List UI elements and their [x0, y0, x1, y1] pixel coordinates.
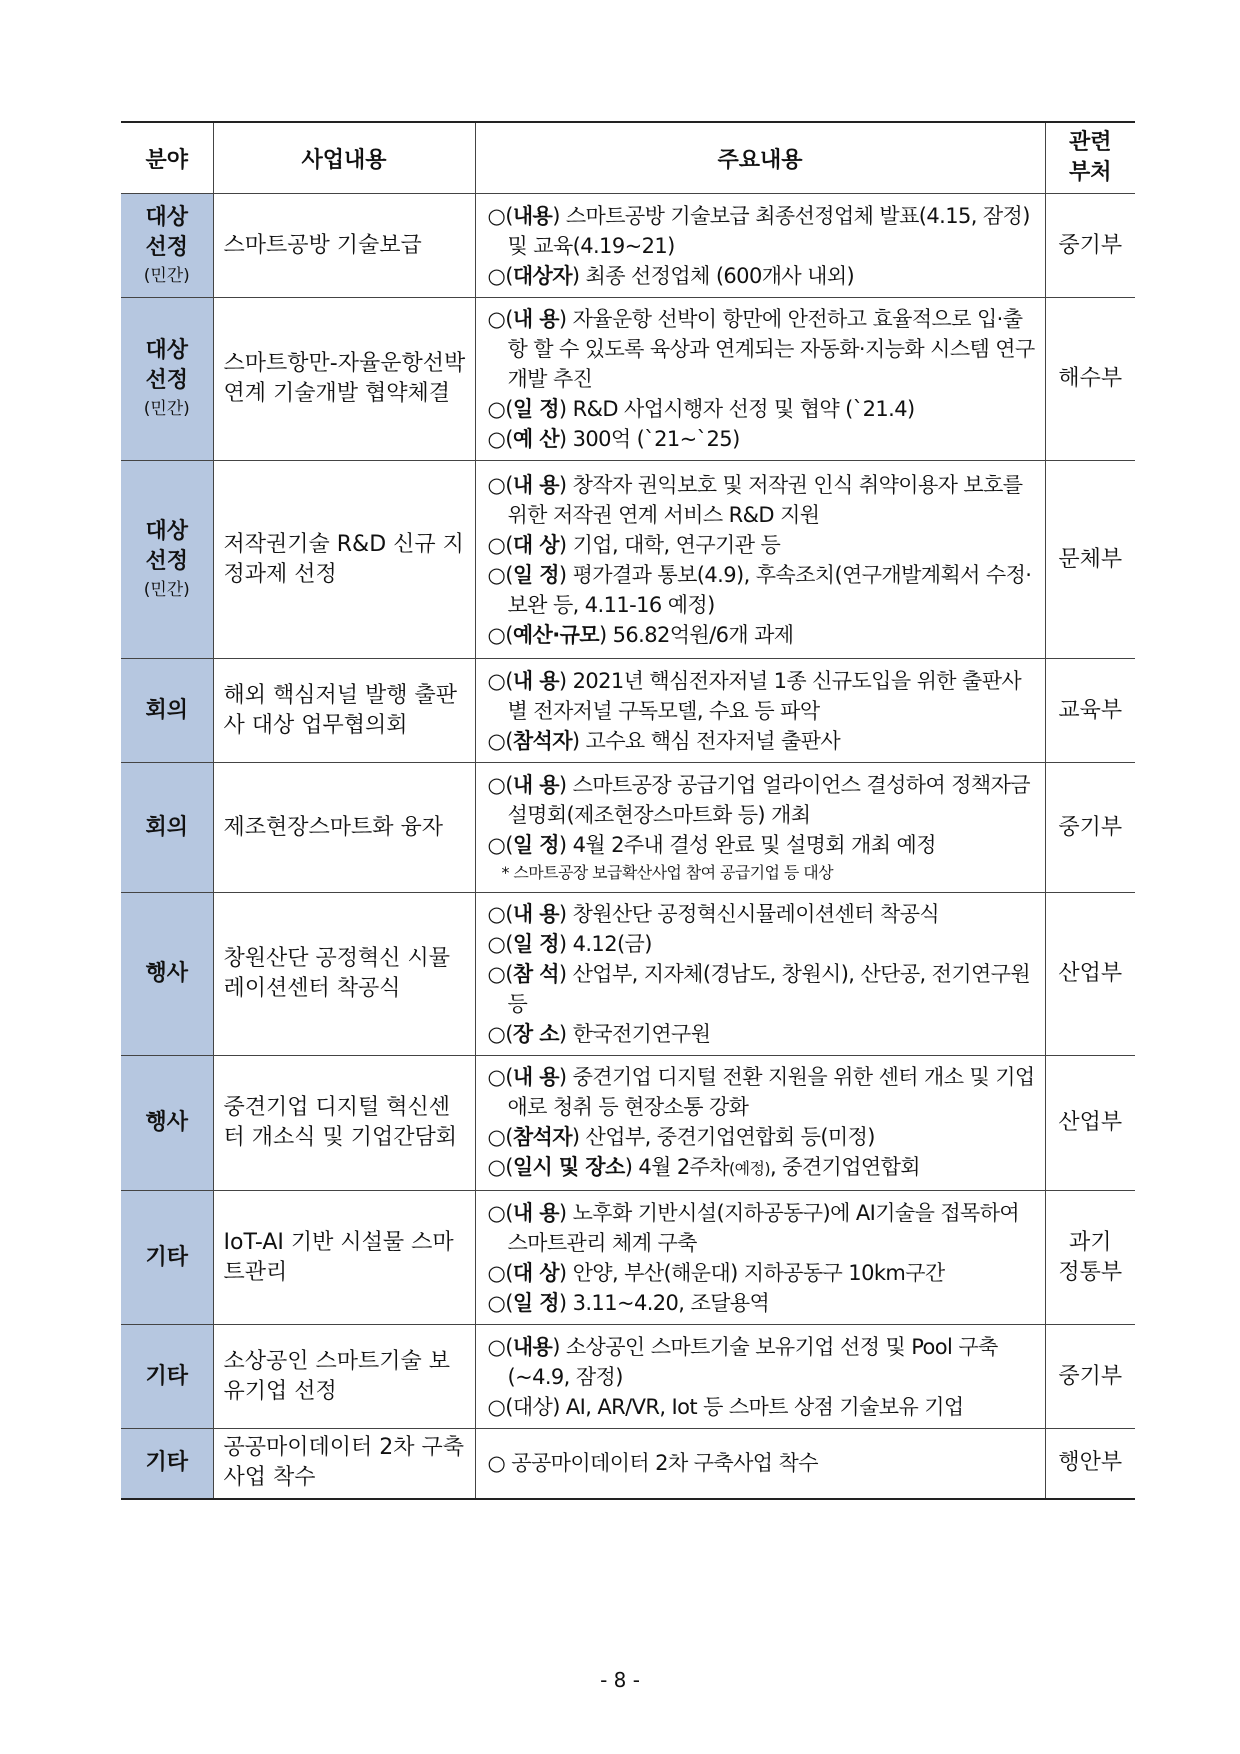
- detail-text: 기업, 대학, 연구기관 등: [566, 532, 781, 557]
- detail-text: 56.82억원/6개 과제: [606, 622, 794, 647]
- detail-text: 4월 2주차: [632, 1155, 730, 1179]
- detail-text: 스마트공방 기술보급 최종선정업체 발표(4.15, 잠정) 및 교육(4.19~21): [507, 203, 1030, 258]
- details-cell: [475, 461, 1045, 659]
- detail-item: ○(참석자) 산업부, 중견기업연합회 등(미정): [487, 1125, 875, 1149]
- detail-item: ○(내 용) 중견기업 디지털 전환 지원을 위한 센터 개소 및 기업애로 청취 등 현장소통 강화: [487, 1065, 1035, 1119]
- detail-item: ○(대상자) 최종 선정업체 (600개사 내외): [487, 263, 855, 288]
- business-cell: 해외 핵심저널 발행 출판사 대상 업무협의회: [213, 659, 475, 763]
- detail-key: 내용: [512, 1334, 553, 1359]
- detail-item: ○(내 용) 창원산단 공정혁신시뮬레이션센터 착공식: [487, 902, 940, 926]
- detail-text: 평가결과 통보(4.9), 후속조치(연구개발계획서 수정·보완 등, 4.11-16 예정): [507, 562, 1032, 617]
- dept-cell: 문체부: [1045, 461, 1135, 659]
- details-cell: [475, 893, 1045, 1056]
- detail-text: 공공마이데이터 2차 구축사업 착수: [505, 1451, 818, 1476]
- table-row: [121, 763, 1135, 893]
- dept-cell: 중기부: [1045, 194, 1135, 298]
- business-cell: 스마트항만-자율운항선박 연계 기술개발 협약체결: [213, 298, 475, 461]
- detail-text: R&D 사업시행자 선정 및 협약 (`21.4): [566, 397, 915, 421]
- business-cell: 창원산단 공정혁신 시뮬레이션센터 착공식: [213, 893, 475, 1056]
- details-cell: [475, 298, 1045, 461]
- detail-key: 내 용: [512, 1065, 559, 1089]
- detail-key: 내 용: [512, 902, 559, 926]
- field-cell: 대상 선정 (민간): [121, 461, 213, 659]
- detail-item: ○(대상) AI, AR/VR, Iot 등 스마트 상점 기술보유 기업: [487, 1394, 964, 1419]
- detail-item: ○(내용) 스마트공방 기술보급 최종선정업체 발표(4.15, 잠정) 및 교육(4.19~21): [487, 203, 1030, 258]
- dept-cell: 중기부: [1045, 1325, 1135, 1429]
- detail-item: ○(대 상) 기업, 대학, 연구기관 등: [487, 532, 781, 557]
- detail-text: 자율운항 선박이 항만에 안전하고 효율적으로 입·출항 할 수 있도록 육상과 연계되는 자동화·지능화 시스템 연구개발 추진: [507, 307, 1035, 391]
- detail-text: 한국전기연구원: [566, 1022, 711, 1046]
- business-cell: 스마트공방 기술보급: [213, 194, 475, 298]
- detail-text: 창작자 권익보호 및 저작권 인식 취약이용자 보호를 위한 저작권 연계 서비스 R&D 지원: [507, 472, 1023, 527]
- detail-item: ○(일 정) 평가결과 통보(4.9), 후속조치(연구개발계획서 수정·보완 등, 4.11-16 예정): [487, 562, 1032, 617]
- field-cell: 대상 선정 (민간): [121, 298, 213, 461]
- detail-text: 중견기업 디지털 전환 지원을 위한 센터 개소 및 기업애로 청취 등 현장소통 강화: [507, 1065, 1035, 1119]
- page-number: - 8 -: [600, 1668, 640, 1692]
- detail-item: ○(예 산) 300억 (`21~`25): [487, 427, 740, 451]
- table-row: [121, 1429, 1135, 1499]
- business-cell: 중견기업 디지털 혁신센터 개소식 및 기업간담회: [213, 1056, 475, 1191]
- detail-text: 3.11~4.20, 조달용역: [566, 1290, 770, 1315]
- dept-cell: 중기부: [1045, 763, 1135, 893]
- details-cell: [475, 763, 1045, 893]
- field-cell: 행사: [121, 893, 213, 1056]
- detail-key: 내 용: [512, 668, 559, 693]
- detail-item: ○(참 석) 산업부, 지자체(경남도, 창원시), 산단공, 전기연구원 등: [487, 962, 1031, 1016]
- field-sub-label: (민간): [143, 579, 190, 600]
- detail-text: 소상공인 스마트기술 보유기업 선정 및 Pool 구축 (~4.9, 잠정): [507, 1334, 998, 1389]
- details-cell: [475, 1191, 1045, 1325]
- detail-text: 4.12(금): [566, 932, 652, 956]
- field-cell: 회의: [121, 659, 213, 763]
- detail-item: ○(내 용) 2021년 핵심전자저널 1종 신규도입을 위한 출판사별 전자저널 구독모델, 수요 등 파악: [487, 668, 1022, 723]
- detail-key: 대 상: [512, 532, 559, 557]
- detail-text: 스마트공장 공급기업 얼라이언스 결성하여 정책자금 설명회(제조현장스마트화 등) 개최: [507, 772, 1030, 827]
- detail-item: ○(일 정) 4월 2주내 결성 완료 및 설명회 개최 예정: [487, 832, 936, 857]
- dept-cell: 산업부: [1045, 1056, 1135, 1191]
- header-dept: 관련 부처: [1045, 122, 1135, 194]
- detail-text: 고수요 핵심 전자저널 출판사: [579, 728, 841, 753]
- detail-text: 산업부, 지자체(경남도, 창원시), 산단공, 전기연구원 등: [507, 962, 1031, 1016]
- schedule-table: [121, 121, 1135, 1500]
- detail-item: ○(일 정) 4.12(금): [487, 932, 652, 956]
- dept-cell: 산업부: [1045, 893, 1135, 1056]
- detail-key: 장 소: [512, 1022, 559, 1046]
- detail-item: ○(대 상) 안양, 부산(해운대) 지하공동구 10km구간: [487, 1260, 945, 1285]
- table-row: [121, 461, 1135, 659]
- detail-item: ○(일 정) 3.11~4.20, 조달용역: [487, 1290, 770, 1315]
- detail-small: (예정): [729, 1159, 771, 1178]
- business-cell: 저작권기술 R&D 신규 지정과제 선정: [213, 461, 475, 659]
- field-sub-label: (민간): [143, 265, 190, 286]
- header-field: 분야: [121, 122, 213, 194]
- field-cell: 기타: [121, 1191, 213, 1325]
- detail-text: 산업부, 중견기업연합회 등(미정): [579, 1125, 875, 1149]
- detail-key: 내 용: [512, 772, 559, 797]
- detail-key: 내 용: [512, 307, 559, 331]
- detail-item: ○(일시 및 장소) 4월 2주차(예정), 중견기업연합회: [487, 1155, 920, 1179]
- table-row: [121, 1325, 1135, 1429]
- table-row: [121, 659, 1135, 763]
- detail-key: 일 정: [512, 397, 559, 421]
- field-cell: 대상 선정 (민간): [121, 194, 213, 298]
- field-cell: 기타: [121, 1325, 213, 1429]
- detail-key: 내 용: [512, 472, 559, 497]
- table-row: [121, 1191, 1135, 1325]
- detail-key: 참 석: [512, 962, 559, 986]
- table-row: [121, 194, 1135, 298]
- business-cell: IoT-AI 기반 시설물 스마트관리: [213, 1191, 475, 1325]
- detail-key: 예산·규모: [512, 622, 599, 647]
- detail-item: ○(내 용) 스마트공장 공급기업 얼라이언스 결성하여 정책자금 설명회(제조현장스마트화 등) 개최: [487, 772, 1030, 827]
- detail-text: 2021년 핵심전자저널 1종 신규도입을 위한 출판사별 전자저널 구독모델, 수요 등 파악: [507, 668, 1022, 723]
- table-row: [121, 1056, 1135, 1191]
- detail-item: ○(예산·규모) 56.82억원/6개 과제: [487, 622, 794, 647]
- detail-key: 내 용: [512, 1200, 559, 1225]
- detail-item: ○(내 용) 창작자 권익보호 및 저작권 인식 취약이용자 보호를 위한 저작권 연계 서비스 R&D 지원: [487, 472, 1023, 527]
- business-cell: 제조현장스마트화 융자: [213, 763, 475, 893]
- detail-key: 대상자: [512, 263, 572, 288]
- detail-text: 최종 선정업체 (600개사 내외): [579, 263, 855, 288]
- table-body: [121, 194, 1135, 1499]
- business-cell: 공공마이데이터 2차 구축 사업 착수: [213, 1429, 475, 1499]
- detail-key: 내용: [512, 203, 553, 228]
- schedule-table-wrapper: [121, 121, 1135, 1500]
- detail-note: * 스마트공장 보급확산사업 참여 공급기업 등 대상: [501, 862, 833, 882]
- detail-key: 참석자: [512, 728, 572, 753]
- detail-text: 안양, 부산(해운대) 지하공동구 10km구간: [566, 1260, 945, 1285]
- details-cell: [475, 1429, 1045, 1499]
- details-cell: [475, 1325, 1045, 1429]
- detail-item: ○(일 정) R&D 사업시행자 선정 및 협약 (`21.4): [487, 397, 915, 421]
- detail-key: 일시 및 장소: [512, 1155, 625, 1179]
- detail-item: ○ 공공마이데이터 2차 구축사업 착수: [487, 1451, 818, 1476]
- detail-text: 노후화 기반시설(지하공동구)에 AI기술을 접목하여 스마트관리 체계 구축: [507, 1200, 1020, 1255]
- detail-key: 일 정: [512, 562, 559, 587]
- field-cell: 기타: [121, 1429, 213, 1499]
- table-row: [121, 298, 1135, 461]
- detail-item: ○(참석자) 고수요 핵심 전자저널 출판사: [487, 728, 841, 753]
- business-cell: 소상공인 스마트기술 보유기업 선정: [213, 1325, 475, 1429]
- detail-text: 300억 (`21~`25): [566, 427, 740, 451]
- dept-cell: 교육부: [1045, 659, 1135, 763]
- dept-cell: 해수부: [1045, 298, 1135, 461]
- header-business: 사업내용: [213, 122, 475, 194]
- detail-key: 일 정: [512, 832, 559, 857]
- header-row: [121, 122, 1135, 194]
- detail-item: ○(장 소) 한국전기연구원: [487, 1022, 711, 1046]
- field-cell: 회의: [121, 763, 213, 893]
- detail-text: 창원산단 공정혁신시뮬레이션센터 착공식: [566, 902, 940, 926]
- detail-key: 예 산: [512, 427, 559, 451]
- field-sub-label: (민간): [143, 399, 190, 419]
- detail-item: ○(내용) 소상공인 스마트기술 보유기업 선정 및 Pool 구축 (~4.9, 잠정): [487, 1334, 998, 1389]
- detail-key: 참석자: [512, 1125, 572, 1149]
- detail-text: 4월 2주내 결성 완료 및 설명회 개최 예정: [566, 832, 936, 857]
- header-details: 주요내용: [475, 122, 1045, 194]
- table-row: [121, 893, 1135, 1056]
- details-cell: [475, 194, 1045, 298]
- detail-item: ○(내 용) 자율운항 선박이 항만에 안전하고 효율적으로 입·출항 할 수 있도록 육상과 연계되는 자동화·지능화 시스템 연구개발 추진: [487, 307, 1035, 391]
- detail-tail: , 중견기업연합회: [770, 1155, 920, 1179]
- detail-item: ○(내 용) 노후화 기반시설(지하공동구)에 AI기술을 접목하여 스마트관리 체계 구축: [487, 1200, 1020, 1255]
- detail-key: 일 정: [512, 932, 559, 956]
- detail-text: (대상) AI, AR/VR, Iot 등 스마트 상점 기술보유 기업: [505, 1394, 964, 1419]
- dept-cell: 행안부: [1045, 1429, 1135, 1499]
- detail-key: 대 상: [512, 1260, 559, 1285]
- details-cell: [475, 659, 1045, 763]
- details-cell: [475, 1056, 1045, 1191]
- detail-key: 일 정: [512, 1290, 559, 1315]
- dept-cell: 과기 정통부: [1045, 1191, 1135, 1325]
- field-cell: 행사: [121, 1056, 213, 1191]
